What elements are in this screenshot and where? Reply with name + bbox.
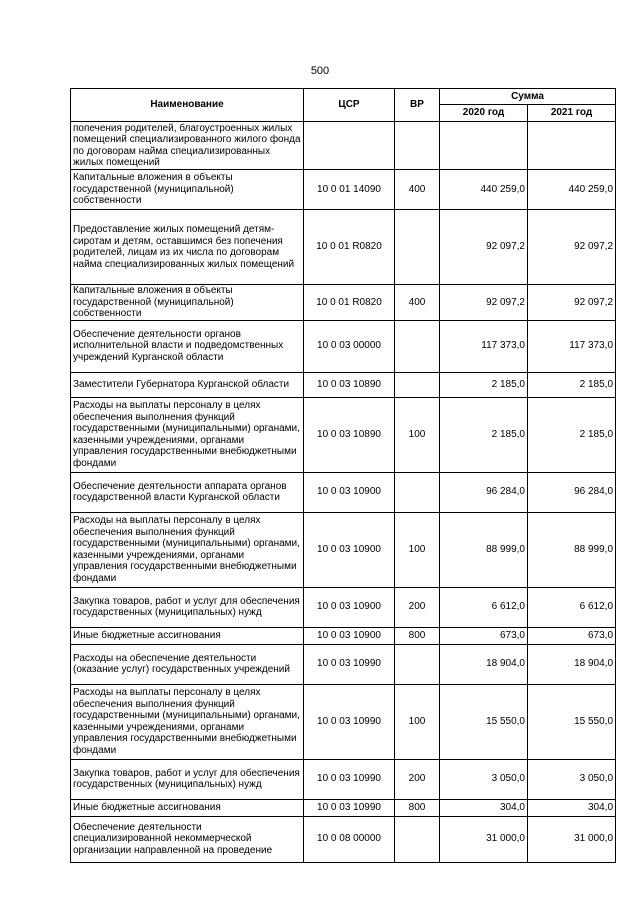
row-amount-2020: 18 904,0 <box>440 644 528 684</box>
row-amount-2020 <box>440 122 528 170</box>
row-csr: 10 0 03 10900 <box>304 627 395 644</box>
row-name: Закупка товаров, работ и услуг для обеспечения государственных (муниципальных) нужд <box>71 587 304 627</box>
row-csr: 10 0 01 R0820 <box>304 285 395 321</box>
row-amount-2020: 2 185,0 <box>440 397 528 472</box>
row-amount-2020: 31 000,0 <box>440 816 528 862</box>
row-vr <box>395 372 440 397</box>
row-name: Предоставление жилых помещений детям-сиротам и детям, оставшимся без попечения родителей, лицам из их числа по договорам найма специализированных жилых помещений <box>71 210 304 285</box>
row-amount-2021: 15 550,0 <box>528 684 616 759</box>
row-name: Иные бюджетные ассигнования <box>71 627 304 644</box>
row-csr: 10 0 03 10990 <box>304 644 395 684</box>
table-row <box>71 320 616 372</box>
row-vr <box>395 210 440 285</box>
row-vr <box>395 320 440 372</box>
row-vr: 400 <box>395 285 440 321</box>
row-csr: 10 0 03 10900 <box>304 512 395 587</box>
row-amount-2021: 440 259,0 <box>528 170 616 210</box>
header-csr: ЦСР <box>304 89 395 122</box>
row-amount-2021: 96 284,0 <box>528 472 616 512</box>
row-vr: 400 <box>395 170 440 210</box>
row-csr: 10 0 03 00000 <box>304 320 395 372</box>
row-name: Иные бюджетные ассигнования <box>71 799 304 816</box>
row-amount-2020: 96 284,0 <box>440 472 528 512</box>
header-vr: ВР <box>395 89 440 122</box>
table-header <box>71 89 616 122</box>
row-vr: 800 <box>395 799 440 816</box>
table-body <box>71 122 616 863</box>
table-row <box>71 644 616 684</box>
row-csr: 10 0 01 R0820 <box>304 210 395 285</box>
row-name: Расходы на выплаты персоналу в целях обеспечения выполнения функций государственными (муниципальными) органами, казенными учреждениями, органами управления государственными внебюджетными фондами <box>71 397 304 472</box>
row-name: Капитальные вложения в объекты государственной (муниципальной) собственности <box>71 285 304 321</box>
row-csr: 10 0 03 10890 <box>304 397 395 472</box>
table-row <box>71 799 616 816</box>
budget-table <box>70 88 616 863</box>
row-amount-2020: 6 612,0 <box>440 587 528 627</box>
table-row <box>71 472 616 512</box>
row-vr: 200 <box>395 759 440 799</box>
row-amount-2021: 92 097,2 <box>528 210 616 285</box>
table-row <box>71 627 616 644</box>
row-amount-2020: 2 185,0 <box>440 372 528 397</box>
row-amount-2021: 304,0 <box>528 799 616 816</box>
row-vr: 100 <box>395 684 440 759</box>
row-csr: 10 0 03 10900 <box>304 472 395 512</box>
row-amount-2020: 92 097,2 <box>440 210 528 285</box>
row-vr: 100 <box>395 397 440 472</box>
row-amount-2021: 92 097,2 <box>528 285 616 321</box>
row-amount-2021: 88 999,0 <box>528 512 616 587</box>
row-csr: 10 0 03 10990 <box>304 684 395 759</box>
table-row <box>71 684 616 759</box>
row-amount-2020: 88 999,0 <box>440 512 528 587</box>
row-vr: 800 <box>395 627 440 644</box>
row-csr: 10 0 03 10890 <box>304 372 395 397</box>
table-row <box>71 759 616 799</box>
page-number: 500 <box>310 65 330 77</box>
row-vr <box>395 472 440 512</box>
row-name: Заместители Губернатора Курганской области <box>71 372 304 397</box>
row-name: Обеспечение деятельности специализированной некоммерческой организации направленной на проведение <box>71 816 304 862</box>
table-row <box>71 210 616 285</box>
row-amount-2021: 31 000,0 <box>528 816 616 862</box>
table-row <box>71 122 616 170</box>
row-csr: 10 0 03 10990 <box>304 799 395 816</box>
row-amount-2021: 6 612,0 <box>528 587 616 627</box>
row-vr <box>395 816 440 862</box>
row-amount-2021: 2 185,0 <box>528 372 616 397</box>
row-amount-2021: 673,0 <box>528 627 616 644</box>
row-vr <box>395 122 440 170</box>
row-csr: 10 0 08 00000 <box>304 816 395 862</box>
row-vr <box>395 644 440 684</box>
row-csr <box>304 122 395 170</box>
header-sum: Сумма <box>440 89 616 105</box>
row-amount-2021: 2 185,0 <box>528 397 616 472</box>
table-row <box>71 285 616 321</box>
row-csr: 10 0 03 10900 <box>304 587 395 627</box>
row-amount-2021: 18 904,0 <box>528 644 616 684</box>
table-row <box>71 816 616 862</box>
row-amount-2020: 3 050,0 <box>440 759 528 799</box>
row-name: Обеспечение деятельности аппарата органов государственной власти Курганской области <box>71 472 304 512</box>
header-name: Наименование <box>71 89 304 122</box>
row-name: Расходы на выплаты персоналу в целях обеспечения выполнения функций государственными (муниципальными) органами, казенными учреждениями, органами управления государственными внебюджетными фондами <box>71 684 304 759</box>
row-csr: 10 0 01 14090 <box>304 170 395 210</box>
row-name: Закупка товаров, работ и услуг для обеспечения государственных (муниципальных) нужд <box>71 759 304 799</box>
table-row <box>71 170 616 210</box>
row-amount-2020: 92 097,2 <box>440 285 528 321</box>
row-amount-2021 <box>528 122 616 170</box>
row-amount-2020: 440 259,0 <box>440 170 528 210</box>
row-amount-2021: 3 050,0 <box>528 759 616 799</box>
row-csr: 10 0 03 10990 <box>304 759 395 799</box>
row-amount-2020: 117 373,0 <box>440 320 528 372</box>
row-amount-2020: 304,0 <box>440 799 528 816</box>
row-vr: 200 <box>395 587 440 627</box>
row-name: попечения родителей, благоустроенных жилых помещений специализированного жилого фонда по договорам найма специализированных жилых помещений <box>71 122 304 170</box>
table-row <box>71 512 616 587</box>
table-row <box>71 587 616 627</box>
row-name: Обеспечение деятельности органов исполнительной власти и подведомственных учреждений Курганской области <box>71 320 304 372</box>
row-vr: 100 <box>395 512 440 587</box>
header-year-2021: 2021 год <box>528 105 616 122</box>
row-amount-2021: 117 373,0 <box>528 320 616 372</box>
row-amount-2020: 673,0 <box>440 627 528 644</box>
row-name: Расходы на обеспечение деятельности (оказание услуг) государственных учреждений <box>71 644 304 684</box>
header-year-2020: 2020 год <box>440 105 528 122</box>
table-row <box>71 372 616 397</box>
row-name: Капитальные вложения в объекты государственной (муниципальной) собственности <box>71 170 304 210</box>
table-row <box>71 397 616 472</box>
row-name: Расходы на выплаты персоналу в целях обеспечения выполнения функций государственными (муниципальными) органами, казенными учреждениями, органами управления государственными внебюджетными фондами <box>71 512 304 587</box>
row-amount-2020: 15 550,0 <box>440 684 528 759</box>
